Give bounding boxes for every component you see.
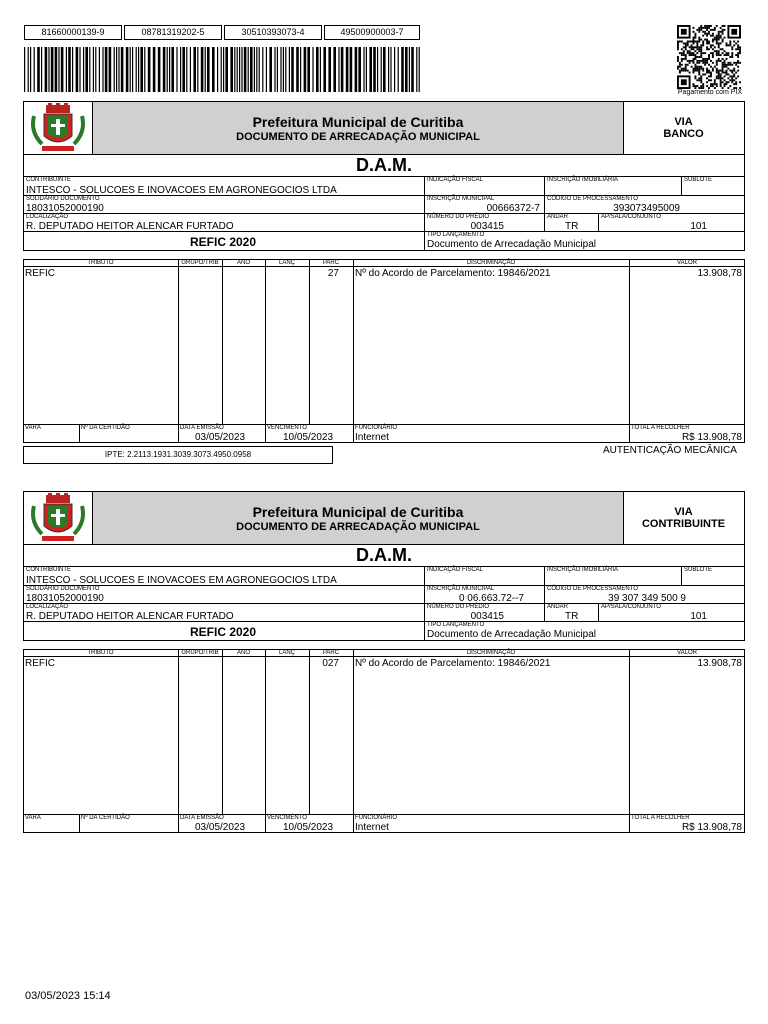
refic-title: REFIC 2020	[190, 235, 257, 249]
inscricao-municipal-value: 00666372-7	[486, 203, 540, 214]
andar-label: ANDAR	[547, 604, 569, 610]
pix-qr-code	[676, 25, 742, 89]
ap-sala-value: 101	[690, 221, 707, 232]
document-title: DOCUMENTO DE ARRECADAÇÃO MUNICIPAL	[236, 521, 480, 533]
curitiba-coat-of-arms-icon	[24, 102, 92, 154]
contribuinte-value: INTESCO - SOLUCOES E INOVACOES EM AGRONEGOCIOS LTDA	[26, 575, 337, 586]
valor-value: 13.908,78	[697, 268, 742, 279]
inscricao-municipal-field	[424, 195, 545, 214]
parc-value: 027	[322, 658, 339, 669]
solidario-field	[23, 585, 425, 604]
andar-value: TR	[565, 221, 579, 232]
dam-title: D.A.M.	[23, 154, 745, 177]
col-divider	[265, 814, 266, 833]
vencimento-label: VENCIMENTO	[267, 815, 307, 821]
items-table	[23, 259, 745, 425]
contribuinte-label: CONTRIBUINTE	[26, 177, 71, 183]
ano-header: ANO	[236, 650, 250, 656]
funcionario-value: Internet	[355, 822, 389, 833]
col-divider	[79, 424, 80, 443]
col-divider	[222, 649, 223, 815]
ipte-line: IPTE: 2.2113.1931.3039.3073.4950.0958	[23, 446, 333, 464]
lanc-header: LANÇ	[278, 260, 295, 266]
solidario-value: 18031052000190	[26, 593, 104, 604]
ap-sala-field	[598, 213, 745, 232]
total-value: R$ 13.908,78	[681, 822, 742, 833]
inscricao-municipal-field	[424, 585, 545, 604]
sublote-field	[681, 176, 745, 196]
tipo-lancamento-label: TIPO LANÇAMENTO	[427, 232, 485, 238]
ap-sala-label: AP/SALA/CONJUNTO	[601, 214, 661, 220]
solidario-label: SOLIDÁRIO DOCUMENTO	[26, 196, 100, 202]
solidario-label: SOLIDÁRIO DOCUMENTO	[26, 586, 100, 592]
payment-code-2: 08781319202-5	[124, 25, 222, 40]
col-divider	[265, 649, 266, 815]
valor-header: VALOR	[677, 650, 697, 656]
codigo-processamento-label: CÓDIGO DE PROCESSAMENTO	[547, 196, 638, 202]
contribuinte-field	[23, 176, 425, 196]
parc-header: PARC	[322, 650, 340, 656]
lanc-header: LANÇ	[278, 650, 295, 656]
col-divider	[629, 649, 630, 815]
data-emissao-value: 03/05/2023	[195, 432, 246, 443]
items-table	[23, 649, 745, 815]
solidario-field	[23, 195, 425, 214]
tipo-lancamento-field	[424, 621, 745, 641]
vencimento-value: 10/05/2023	[283, 822, 334, 833]
city-hall-title: Prefeitura Municipal de Curitiba	[252, 504, 464, 520]
refic-title-field	[23, 621, 425, 641]
localizacao-value: R. DEPUTADO HEITOR ALENCAR FURTADO	[26, 221, 234, 232]
via-label	[623, 102, 744, 154]
via-line-1: VIA	[674, 116, 693, 128]
tributo-value: REFIC	[25, 268, 55, 279]
tributo-header: TRIBUTO	[87, 650, 114, 656]
codigo-processamento-label: CÓDIGO DE PROCESSAMENTO	[547, 586, 638, 592]
inscricao-municipal-value: 0 06.663.72--7	[458, 593, 524, 604]
payment-code-4: 49500900003-7	[324, 25, 420, 40]
grupo-header: GRUPO/TRIB	[181, 650, 219, 656]
valor-header: VALOR	[677, 260, 697, 266]
indicacao-fiscal-label: INDICAÇÃO FISCAL	[427, 567, 484, 573]
dam-title: D.A.M.	[23, 544, 745, 567]
inscricao-imobiliaria-label: INSCRIÇÃO IMOBILIÁRIA	[547, 177, 619, 183]
document-title: DOCUMENTO DE ARRECADAÇÃO MUNICIPAL	[236, 131, 480, 143]
parc-value: 27	[327, 268, 339, 279]
inscricao-imobiliaria-field	[544, 566, 682, 586]
data-emissao-label: DATA EMISSÃO	[180, 425, 224, 431]
tipo-lancamento-value: Documento de Arrecadação Municipal	[427, 239, 596, 250]
codigo-processamento-field	[544, 195, 745, 214]
ap-sala-field	[598, 603, 745, 622]
discriminacao-header: DISCRIMINAÇÃO	[466, 650, 516, 656]
grupo-header: GRUPO/TRIB	[181, 260, 219, 266]
numero-predio-value: 003415	[470, 221, 504, 232]
sublote-field	[681, 566, 745, 586]
tipo-lancamento-label: TIPO LANÇAMENTO	[427, 622, 485, 628]
tipo-lancamento-field	[424, 231, 745, 251]
vara-label: VARA	[25, 815, 41, 821]
tipo-lancamento-value: Documento de Arrecadação Municipal	[427, 629, 596, 640]
document-header	[23, 491, 745, 545]
funcionario-label: FUNCIONÁRIO	[355, 425, 397, 431]
certidao-label: Nº DA CERTIDÃO	[81, 425, 130, 431]
col-divider	[309, 259, 310, 425]
col-divider	[222, 259, 223, 425]
city-hall-title: Prefeitura Municipal de Curitiba	[252, 114, 464, 130]
funcionario-value: Internet	[355, 432, 389, 443]
certidao-label: Nº DA CERTIDÃO	[81, 815, 130, 821]
codigo-processamento-field	[544, 585, 745, 604]
payment-code-1: 81660000139-9	[24, 25, 122, 40]
pix-label: Pagamento com PIX	[677, 89, 743, 96]
numero-predio-label: NÚMERO DO PRÉDIO	[427, 604, 490, 610]
vara-label: VARA	[25, 425, 41, 431]
ano-header: ANO	[236, 260, 250, 266]
total-label: TOTAL A RECOLHER	[631, 815, 690, 821]
header-title-box	[92, 102, 624, 154]
andar-value: TR	[565, 611, 579, 622]
localizacao-label: LOCALIZAÇÃO	[26, 214, 69, 220]
col-divider	[178, 424, 179, 443]
localizacao-field	[23, 603, 425, 622]
numero-predio-field	[424, 603, 545, 622]
sublote-label: SUBLOTE	[684, 567, 713, 573]
total-label: TOTAL A RECOLHER	[631, 425, 690, 431]
numero-predio-field	[424, 213, 545, 232]
contribuinte-field	[23, 566, 425, 586]
col-divider	[353, 814, 354, 833]
tributo-header: TRIBUTO	[87, 260, 114, 266]
via-contribuinte-document	[23, 491, 745, 841]
inscricao-imobiliaria-field	[544, 176, 682, 196]
contribuinte-value: INTESCO - SOLUCOES E INOVACOES EM AGRONEGOCIOS LTDA	[26, 185, 337, 196]
col-divider	[353, 424, 354, 443]
vencimento-value: 10/05/2023	[283, 432, 334, 443]
data-emissao-label: DATA EMISSÃO	[180, 815, 224, 821]
tributo-value: REFIC	[25, 658, 55, 669]
payment-code-3: 30510393073-4	[224, 25, 322, 40]
col-divider	[309, 649, 310, 815]
parc-header: PARC	[322, 260, 340, 266]
curitiba-coat-of-arms-icon	[24, 492, 92, 544]
via-line-1: VIA	[674, 506, 693, 518]
codigo-processamento-value: 39 307 349 500 9	[608, 593, 686, 604]
refic-title: REFIC 2020	[190, 625, 257, 639]
col-divider	[79, 814, 80, 833]
valor-value: 13.908,78	[697, 658, 742, 669]
localizacao-field	[23, 213, 425, 232]
inscricao-municipal-label: INSCRIÇÃO MUNICIPAL	[427, 196, 495, 202]
document-header	[23, 101, 745, 155]
col-divider	[265, 424, 266, 443]
total-value: R$ 13.908,78	[681, 432, 742, 443]
numero-predio-value: 003415	[470, 611, 504, 622]
discriminacao-header: DISCRIMINAÇÃO	[466, 260, 516, 266]
header-title-box	[92, 492, 624, 544]
andar-label: ANDAR	[547, 214, 569, 220]
funcionario-label: FUNCIONÁRIO	[355, 815, 397, 821]
col-divider	[353, 259, 354, 425]
refic-title-field	[23, 231, 425, 251]
col-divider	[178, 649, 179, 815]
sublote-label: SUBLOTE	[684, 177, 713, 183]
via-label	[623, 492, 744, 544]
col-divider	[629, 259, 630, 425]
inscricao-municipal-label: INSCRIÇÃO MUNICIPAL	[427, 586, 495, 592]
numero-predio-label: NÚMERO DO PRÉDIO	[427, 214, 490, 220]
via-line-2: BANCO	[663, 128, 704, 140]
autenticacao-mecanica: AUTENTICAÇÃO MECÂNICA	[603, 445, 737, 456]
discriminacao-value: Nº do Acordo de Parcelamento: 19846/2021	[355, 658, 551, 669]
barcode-image	[24, 47, 420, 92]
col-divider	[265, 259, 266, 425]
col-divider	[178, 259, 179, 425]
ap-sala-value: 101	[690, 611, 707, 622]
indicacao-fiscal-field	[424, 176, 545, 196]
col-divider	[353, 649, 354, 815]
ap-sala-label: AP/SALA/CONJUNTO	[601, 604, 661, 610]
inscricao-imobiliaria-label: INSCRIÇÃO IMOBILIÁRIA	[547, 567, 619, 573]
localizacao-value: R. DEPUTADO HEITOR ALENCAR FURTADO	[26, 611, 234, 622]
print-timestamp: 03/05/2023 15:14	[25, 990, 111, 1002]
andar-field	[544, 603, 599, 622]
discriminacao-value: Nº do Acordo de Parcelamento: 19846/2021	[355, 268, 551, 279]
localizacao-label: LOCALIZAÇÃO	[26, 604, 69, 610]
vencimento-label: VENCIMENTO	[267, 425, 307, 431]
codigo-processamento-value: 393073495009	[613, 203, 680, 214]
solidario-value: 18031052000190	[26, 203, 104, 214]
contribuinte-label: CONTRIBUINTE	[26, 567, 71, 573]
indicacao-fiscal-field	[424, 566, 545, 586]
col-divider	[178, 814, 179, 833]
andar-field	[544, 213, 599, 232]
data-emissao-value: 03/05/2023	[195, 822, 246, 833]
via-line-2: CONTRIBUINTE	[641, 518, 726, 530]
indicacao-fiscal-label: INDICAÇÃO FISCAL	[427, 177, 484, 183]
via-banco-document	[23, 101, 745, 481]
